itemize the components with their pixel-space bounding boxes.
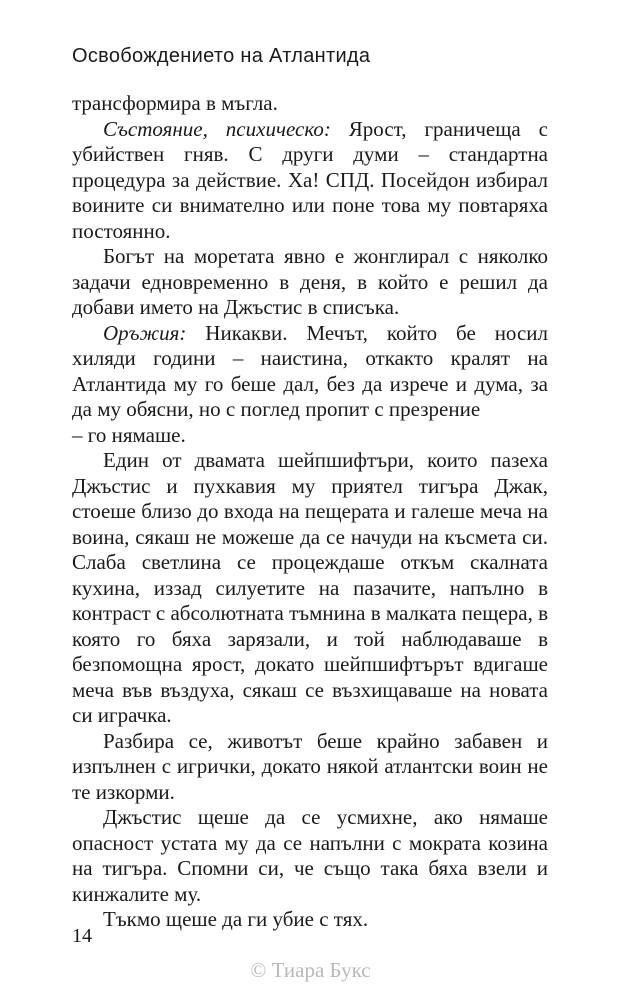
- paragraph-text: Ярост, граничеща с убийствен гняв. С други думи – стандартна процедура за действие. Ха! СПД. Посейдон избирал воините си внимателно или поне това му повтаряха постоянно.: [72, 116, 548, 243]
- paragraph: Тъкмо щеше да ги убие с тях.: [103, 907, 369, 931]
- running-header: Освобождението на Атлантида: [72, 45, 371, 67]
- paragraph: – го нямаше.: [72, 422, 186, 447]
- paragraph: [72, 321, 548, 423]
- body-text: [72, 91, 548, 933]
- italic-label: Оръжия:: [103, 320, 187, 345]
- page-number: 14: [72, 925, 92, 947]
- copyright-watermark: © Тиара Букс: [250, 958, 371, 982]
- paragraph: [72, 117, 548, 245]
- italic-label: Състояние, психическо:: [103, 116, 331, 141]
- paragraph: Джъстис щеше да се усмихне, ако нямаше опасност устата му да се напълни с мократа козина на тигъра. Спомни си, че също така бяха взели и кинжалите му.: [72, 805, 548, 906]
- paragraph: Богът на моретата явно е жонглирал с няколко задачи едновременно в деня, в който е решил да добави името на Джъстис в списъка.: [72, 244, 548, 319]
- paragraph-text: Никакви. Мечът, който бе носил хиляди години – наистина, откакто кралят на Атлантида му го беше дал, без да изрече и дума, за да му обясни, но с поглед пропит с презрение: [72, 320, 548, 421]
- paragraph: Разбира се, животът беше крайно забавен и изпълнен с игрички, докато някой атлантски воин не те изкорми.: [72, 728, 548, 804]
- paragraph: трансформира в мъгла.: [72, 91, 278, 115]
- paragraph: Един от двамата шейпшифтъри, които пазеха Джъстис и пухкавия му приятел тигъра Джак, стоеше близо до входа на пещерата и галеше меча на воина, сякаш не можеше да се начуди на късмета си. Слаба светлина се процеждаше откъм скалната кухина, иззад силуетите на пазачите, напълно в контраст с абсолютната тъмнина в малката пещера, в която го бяха зарязали, и той наблюдаваше в безпомощна ярост, докато шейпшифтърът вдигаше меча във въздуха, сякаш се възхищаваше на новата си играчка.: [72, 448, 548, 727]
